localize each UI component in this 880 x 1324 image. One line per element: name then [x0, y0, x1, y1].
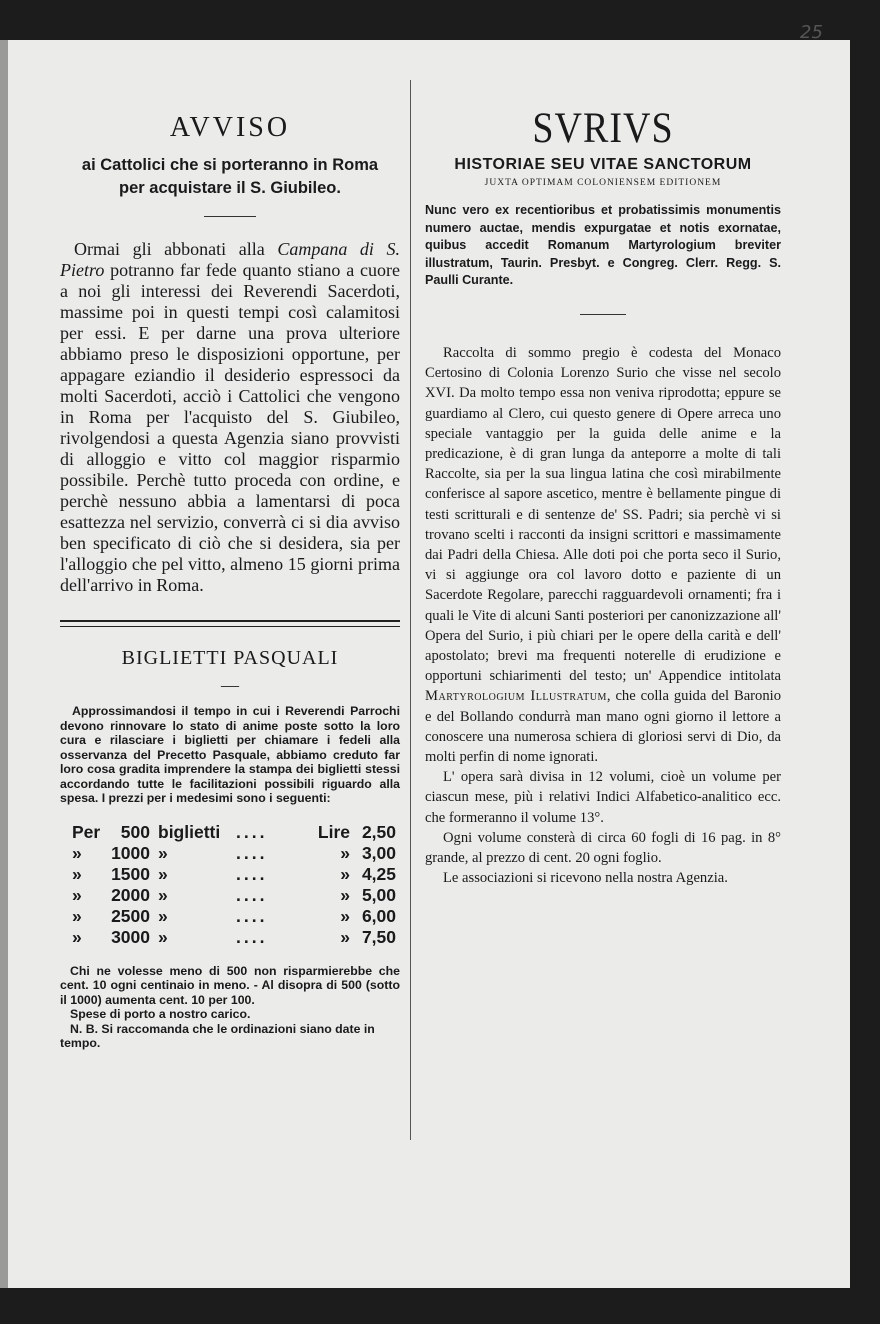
- price-table: [72, 822, 396, 948]
- price-item: »: [158, 884, 168, 905]
- price-currency: Lire: [317, 821, 350, 842]
- biglietti-dash: —: [221, 675, 239, 695]
- price-row: [72, 906, 396, 927]
- page-number: 25: [800, 22, 823, 43]
- page-left-edge: [0, 40, 8, 1288]
- price-leader: ....: [236, 863, 268, 884]
- avviso-subtitle-1: ai Cattolici che si porteranno in Roma: [81, 156, 379, 174]
- price-row: [72, 843, 396, 864]
- price-quantity: 3000: [111, 926, 150, 947]
- avviso-subtitle-2: per acquistare il S. Giubileo.: [119, 179, 341, 197]
- price-item: »: [158, 842, 168, 863]
- price-quantity: 1500: [111, 863, 150, 884]
- price-prefix: Per: [72, 821, 101, 842]
- price-currency: »: [340, 926, 350, 947]
- price-prefix: »: [72, 842, 82, 863]
- surius-subtitle: HISTORIAE SEU VITAE SANCTORUM: [454, 156, 752, 173]
- price-value: 5,00: [361, 884, 396, 905]
- price-quantity: 500: [120, 821, 150, 842]
- price-currency: »: [340, 842, 350, 863]
- price-prefix: »: [72, 863, 82, 884]
- biglietti-shipping: Spese di porto a nostro carico.: [70, 1007, 251, 1021]
- right-column: [425, 84, 781, 890]
- surius-body: [425, 343, 781, 888]
- price-leader: ....: [236, 821, 268, 842]
- price-leader: ....: [236, 884, 268, 905]
- surius-rule: [580, 314, 626, 315]
- price-row: [72, 822, 396, 843]
- price-leader: ....: [236, 842, 268, 863]
- biglietti-note: Chi ne volesse meno di 500 non risparmierebbe che cent. 10 ogni centinaio in meno. - Al disopra di 500 (sotto il 1000) aumenta cent. 10 per 100.: [60, 963, 400, 1007]
- price-item: »: [158, 863, 168, 884]
- surius-paragraph-3: Ogni volume consterà di circa 60 fogli di 16 pag. in 8° grande, al prezzo di cent. 20 ogni foglio.: [425, 829, 781, 867]
- price-currency: »: [340, 884, 350, 905]
- price-quantity: 2000: [111, 884, 150, 905]
- price-prefix: »: [72, 905, 82, 926]
- column-divider: [410, 80, 411, 1140]
- price-value: 6,00: [361, 905, 396, 926]
- avviso-rule: [204, 216, 256, 217]
- section-separator: [60, 620, 400, 627]
- martyrologium-title: Martyrologium Illustratum: [425, 688, 607, 705]
- surius-paragraph-1: Raccolta di sommo pregio è codesta del Monaco Certosino di Colonia Lorenzo Surio che visse nel secolo XVI. Da molto tempo essa non veniva riprodotta; eppure se guardiamo al Clero, cui questo genere di Opere arreca uno speciale vantaggio per la guida delle anime e la predicazione, è di gran lunga da anteporre a molte di tali Raccolte, sia per la sua lingua latina che così mirabilmente conferisce al sapore ascetico, mentre è bellamente pingue di testi scritturali e di sentenze de' SS. Padri; sia perchè vi si trovano scelti i racconti da insigni scrittori e massimamente dai Padri della Chiesa. Alle doti poi che porta seco il Surio, vi si aggiunge ora col lavoro dotto e paziente di un Sacerdote Regolare, parecchi ragguardevoli ornamenti; fra i quali le Vite di alcuni Santi posteriori per canonizzazione all' Opera del Surio, i più chiari per le opere della carità e dell' apostolato; brevi ma frequenti noterelle di erudizione e opportuni schiarimenti del testo; un' Appendice intitolata Martyrologium Illustratum, che colla guida del Baronio e del Bollando condurrà man mano ogni giorno il lettore a conoscere una numerosa schiera di gloriosi servi di Dio, da molti perfin di nome ignorati.: [425, 344, 781, 766]
- surius-edition: JUXTA OPTIMAM COLONIENSEM EDITIONEM: [484, 178, 722, 188]
- avviso-title: AVVISO: [169, 112, 291, 143]
- price-quantity: 2500: [111, 905, 150, 926]
- price-row: [72, 927, 396, 948]
- biglietti-intro: Approssimandosi il tempo in cui i Reverendi Parrochi devono rinnovare lo stato di anime poste sotto la loro cura e rilasciare i biglietti per chiamare i fedeli alla osservanza del Precetto Pasquale, abbiamo creduto far loro cosa gradita imprendere la stampa dei biglietti stessi accordando tutte le facilitazioni possibili riguardo alla spesa. I prezzi per i medesimi sono i seguenti:: [60, 704, 400, 805]
- price-row: [72, 864, 396, 885]
- price-leader: ....: [236, 926, 268, 947]
- price-leader: ....: [236, 905, 268, 926]
- price-value: 4,25: [361, 863, 396, 884]
- surius-paragraph-2: L' opera sarà divisa in 12 volumi, cioè un volume per ciascun mese, più i relativi Indici Alfabetico-analitico ecc. che formeranno il volume 13°.: [425, 769, 781, 826]
- price-value: 2,50: [361, 821, 396, 842]
- price-item: biglietti: [158, 821, 221, 842]
- surius-description: Nunc vero ex recentioribus et probatissimis monumentis numero auctae, mendis expurgatae et notis exornatae, quibus accedit Romanum Martyrologium breviter illustratum, Taurin. Presbyt. e Congreg. Clerr. Regg. S. Paulli Curante.: [425, 203, 781, 288]
- biglietti-nb: N. B. Si raccomanda che le ordinazioni siano date in tempo.: [60, 1021, 375, 1050]
- avviso-journal-name: Campana di S. Pietro: [60, 239, 400, 280]
- price-prefix: »: [72, 884, 82, 905]
- price-prefix: »: [72, 926, 82, 947]
- price-currency: »: [340, 863, 350, 884]
- surius-paragraph-4: Le associazioni si ricevono nella nostra Agenzia.: [443, 870, 728, 887]
- price-value: 3,00: [361, 842, 396, 863]
- left-column: [60, 84, 400, 1051]
- biglietti-title: BIGLIETTI PASQUALI: [121, 647, 339, 669]
- price-value: 7,50: [361, 926, 396, 947]
- price-item: »: [158, 926, 168, 947]
- price-currency: »: [340, 905, 350, 926]
- surius-title: SVRIVS: [532, 103, 674, 153]
- price-item: »: [158, 905, 168, 926]
- avviso-body: Ormai gli abbonati alla Campana di S. Pietro potranno far fede quanto stiano a cuore a noi gli interessi dei Reverendi Sacerdoti, massime poi in questi tempi così calamitosi per essi. E per darne una prova ulteriore abbiamo preso le disposizioni opportune, per appagare eziandio il desiderio espressoci da molti Sacerdoti, acciò i Cattolici che vengono in Roma per l'acquisto del S. Giubileo, rivolgendosi a questa Agenzia siano provvisti di alloggio e vitto col maggior risparmio possibile. Perchè tutto proceda con ordine, e perchè nessuno abbia a lamentarsi di poca esattezza nel servizio, converrà ci si dia avviso ben specificato di ciò che si desidera, sia per l'alloggio che pel vitto, almeno 15 giorni prima dell'arrivo in Roma.: [60, 239, 400, 595]
- price-quantity: 1000: [111, 842, 150, 863]
- price-row: [72, 885, 396, 906]
